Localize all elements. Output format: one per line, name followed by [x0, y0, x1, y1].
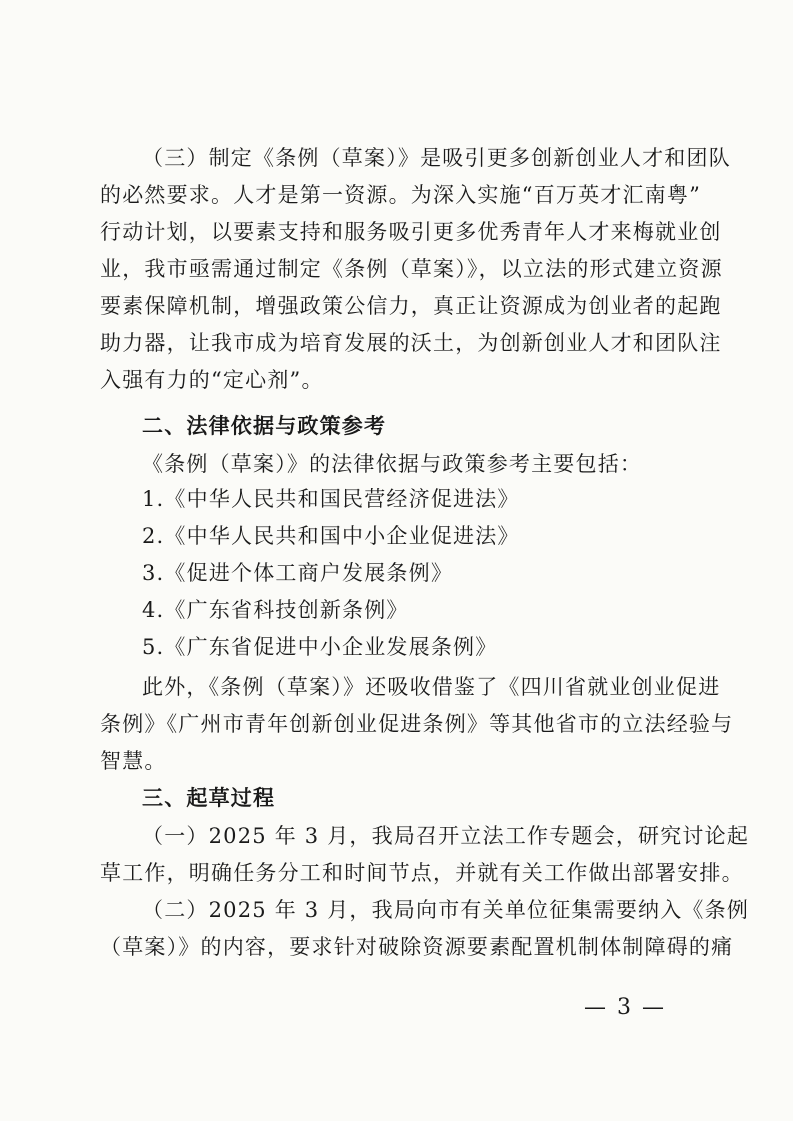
basis-intro: 《条例（草案）》的法律依据与政策参考主要包括： [142, 452, 643, 476]
basis-item-5: 5.《广东省促进中小企业发展条例》 [142, 635, 498, 659]
reference-line-3: 智慧。 [100, 749, 167, 773]
page-number: — 3 — [584, 995, 666, 1020]
reference-line-2: 条例》《广州市青年创新创业促进条例》等其他省市的立法经验与 [100, 712, 734, 736]
basis-item-1: 1.《中华人民共和国民营经济促进法》 [142, 487, 520, 511]
reference-line-1: 此外，《条例（草案）》还吸收借鉴了《四川省就业创业促进 [142, 675, 721, 699]
section3-line-7: 入强有力的“定心剂”。 [100, 368, 324, 392]
section3-line-1: （三）制定《条例（草案）》是吸引更多创新创业人才和团队 [142, 146, 731, 170]
process1-line-2: 草工作，明确任务分工和时间节点，并就有关工作做出部署安排。 [100, 861, 744, 885]
section3-line-4: 业，我市亟需通过制定《条例（草案）》，以立法的形式建立资源 [100, 257, 723, 281]
section3-line-5: 要素保障机制，增强政策公信力，真正让资源成为创业者的起跑 [100, 294, 722, 318]
section3-line-3: 行动计划，以要素支持和服务吸引更多优秀青年人才来梅就业创 [100, 220, 722, 244]
section3-line-6: 助力器，让我市成为培育发展的沃土，为创新创业人才和团队注 [100, 331, 722, 355]
section3-line-2: 的必然要求。人才是第一资源。为深入实施“百万英才汇南粤” [100, 183, 702, 207]
basis-item-2: 2.《中华人民共和国中小企业促进法》 [142, 524, 520, 548]
basis-item-3: 3.《促进个体工商户发展条例》 [142, 561, 454, 585]
basis-item-4: 4.《广东省科技创新条例》 [142, 598, 409, 622]
process1-line-1: （一）2025 年 3 月，我局召开立法工作专题会，研究讨论起 [142, 824, 750, 848]
heading-drafting-process: 三、起草过程 [142, 786, 276, 810]
process2-line-1: （二）2025 年 3 月，我局向市有关单位征集需要纳入《条例 [142, 898, 750, 922]
heading-legal-basis: 二、法律依据与政策参考 [142, 414, 387, 438]
process2-line-2: （草案）》的内容，要求针对破除资源要素配置机制体制障碍的痛 [100, 935, 734, 959]
